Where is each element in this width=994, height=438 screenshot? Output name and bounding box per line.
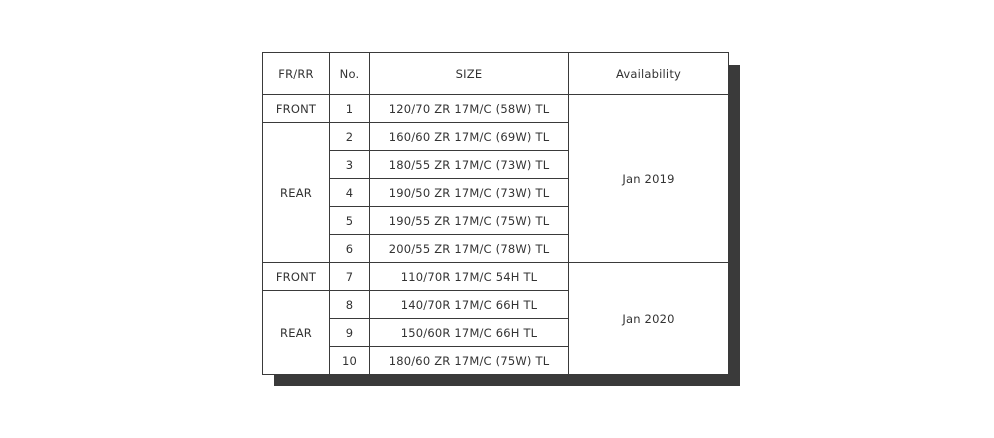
- size-cell: 160/60 ZR 17M/C (69W) TL: [370, 123, 569, 151]
- header-position: FR/RR: [263, 53, 330, 95]
- table-row: [263, 95, 729, 123]
- size-cell: 180/55 ZR 17M/C (73W) TL: [370, 151, 569, 179]
- availability-cell: Jan 2019: [569, 95, 729, 263]
- size-cell: 110/70R 17M/C 54H TL: [370, 263, 569, 291]
- number-cell: 7: [330, 263, 370, 291]
- size-cell: 200/55 ZR 17M/C (78W) TL: [370, 235, 569, 263]
- availability-cell: Jan 2020: [569, 263, 729, 375]
- number-cell: 2: [330, 123, 370, 151]
- size-cell: 150/60R 17M/C 66H TL: [370, 319, 569, 347]
- size-cell: 190/55 ZR 17M/C (75W) TL: [370, 207, 569, 235]
- header-size: SIZE: [370, 53, 569, 95]
- header-number: No.: [330, 53, 370, 95]
- table-header-row: [263, 53, 729, 95]
- size-cell: 140/70R 17M/C 66H TL: [370, 291, 569, 319]
- number-cell: 4: [330, 179, 370, 207]
- number-cell: 1: [330, 95, 370, 123]
- position-cell: FRONT: [263, 95, 330, 123]
- number-cell: 3: [330, 151, 370, 179]
- position-cell: REAR: [263, 123, 330, 263]
- number-cell: 5: [330, 207, 370, 235]
- number-cell: 6: [330, 235, 370, 263]
- number-cell: 10: [330, 347, 370, 375]
- header-availability: Availability: [569, 53, 729, 95]
- size-cell: 120/70 ZR 17M/C (58W) TL: [370, 95, 569, 123]
- position-cell: REAR: [263, 291, 330, 375]
- position-cell: FRONT: [263, 263, 330, 291]
- size-cell: 180/60 ZR 17M/C (75W) TL: [370, 347, 569, 375]
- tire-size-table: [262, 52, 729, 375]
- number-cell: 8: [330, 291, 370, 319]
- table-row: [263, 263, 729, 291]
- number-cell: 9: [330, 319, 370, 347]
- size-cell: 190/50 ZR 17M/C (73W) TL: [370, 179, 569, 207]
